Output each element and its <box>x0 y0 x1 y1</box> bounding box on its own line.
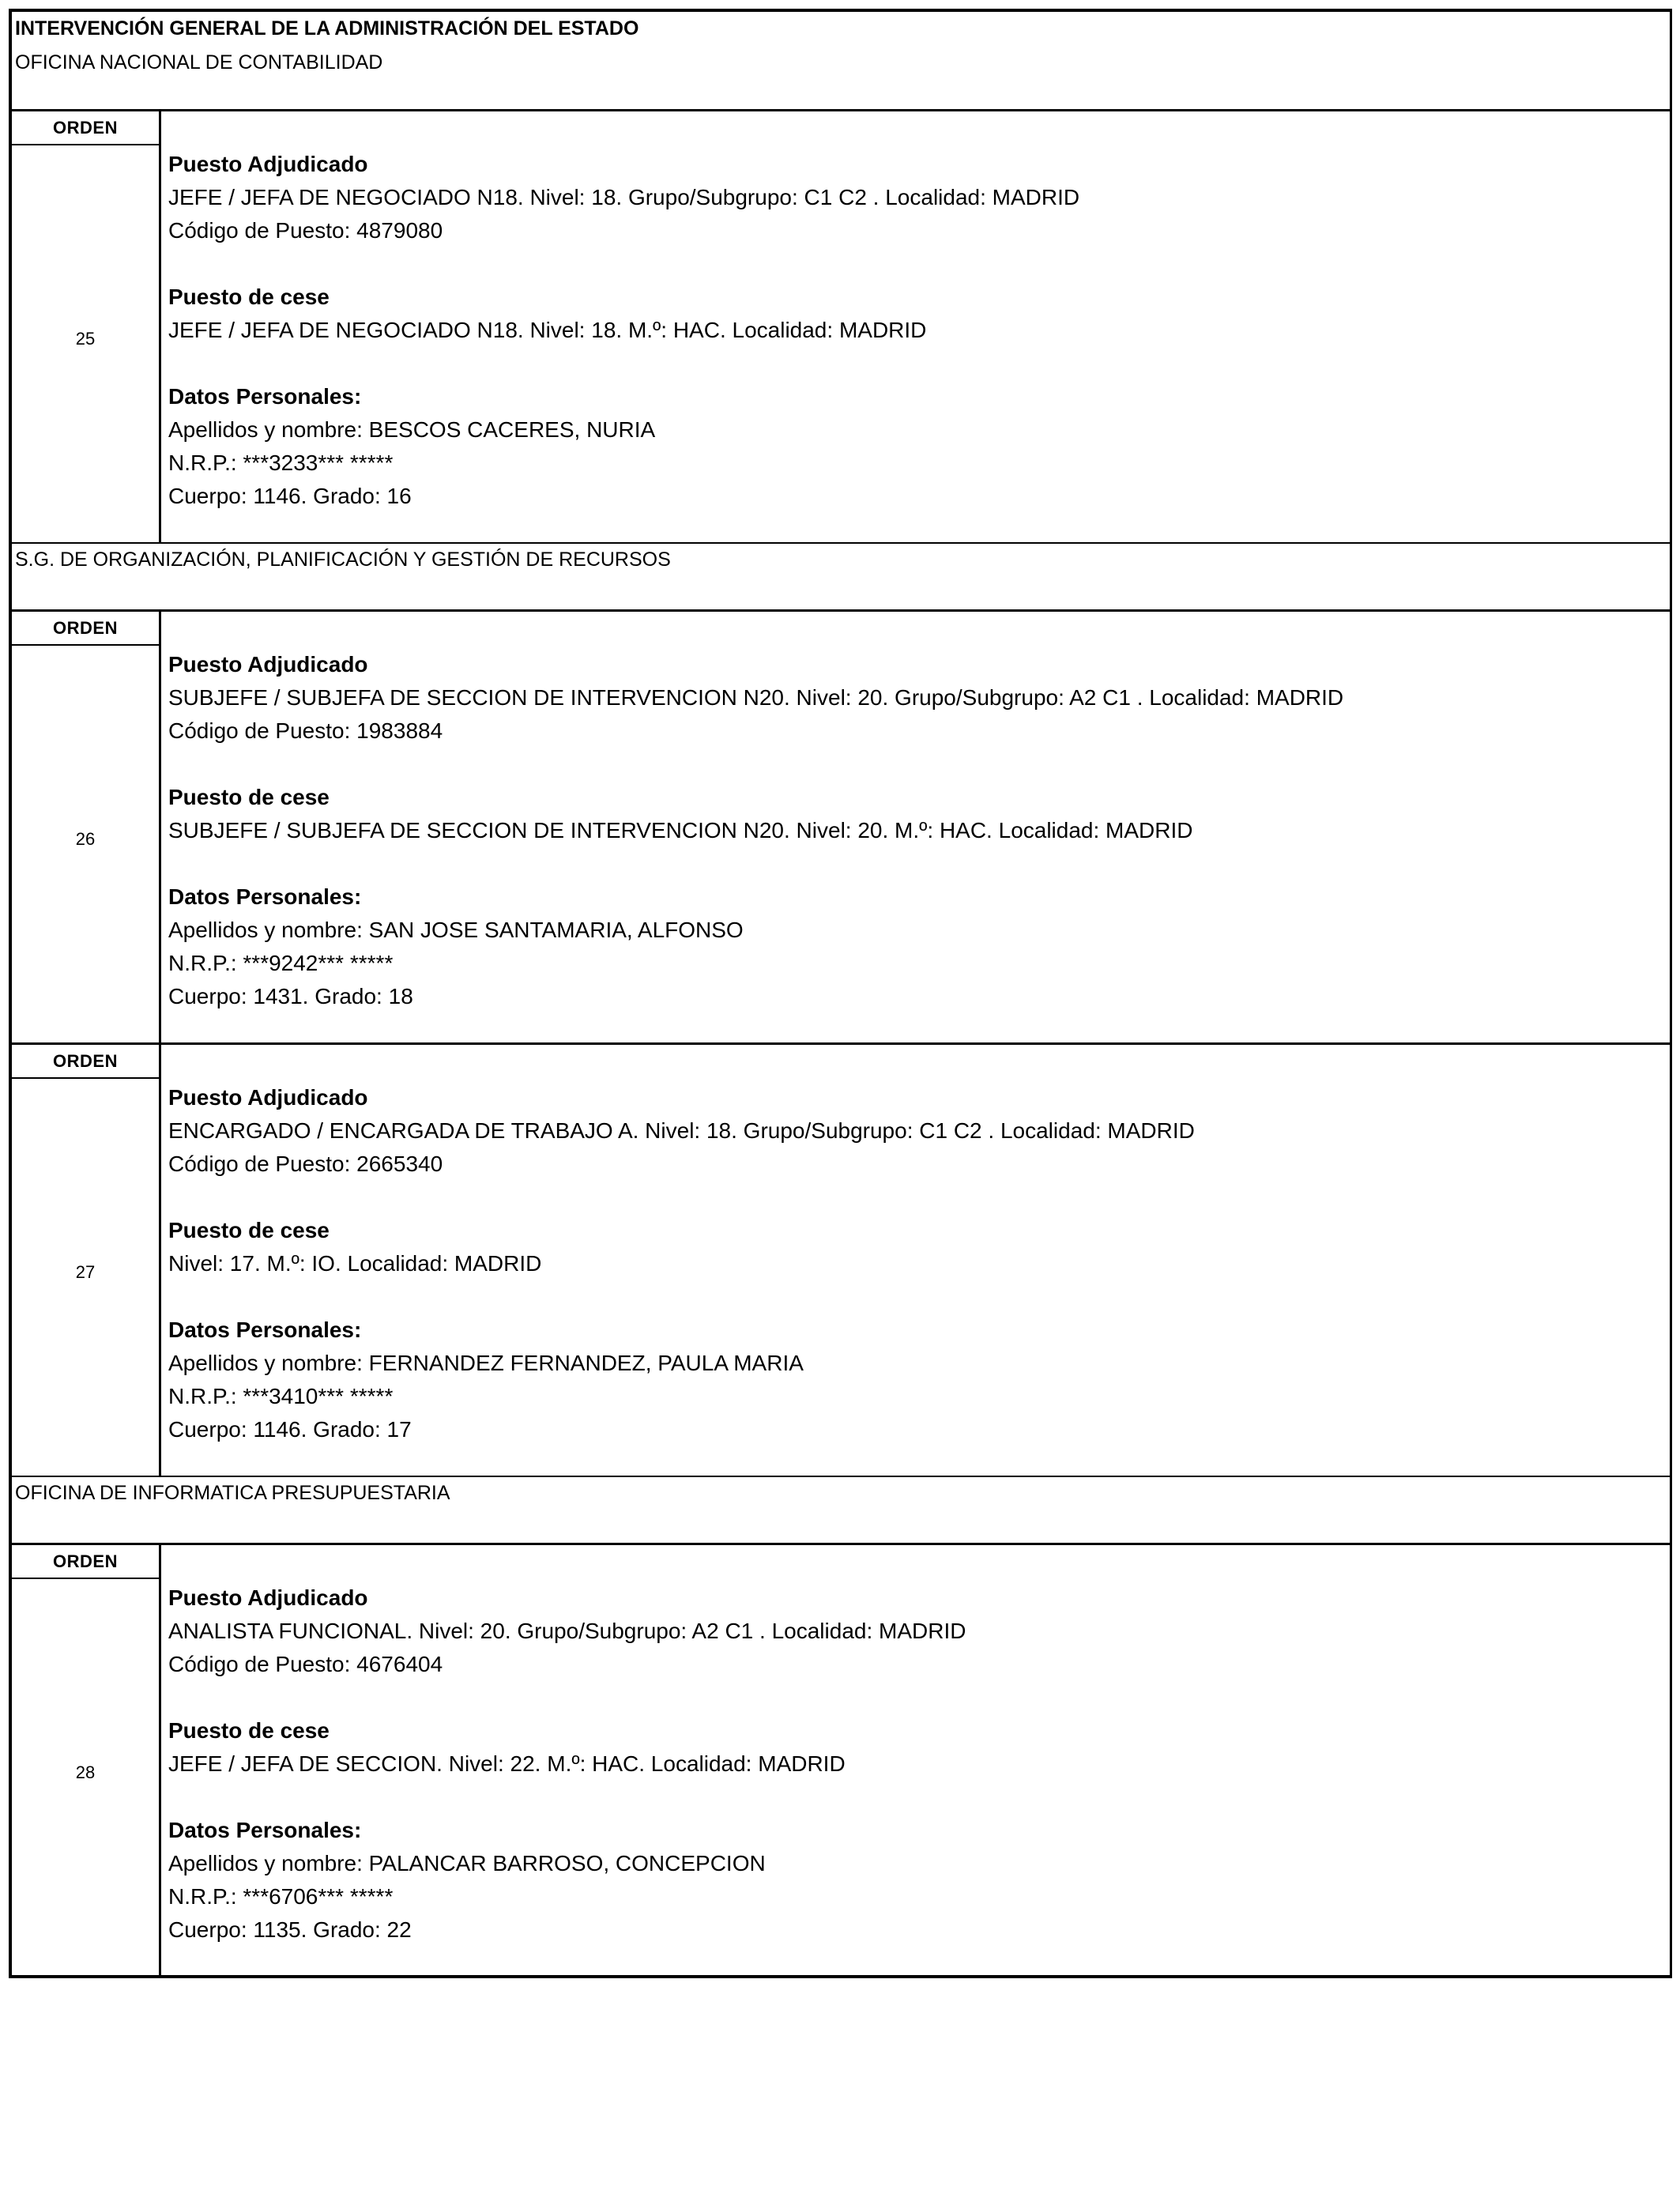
orden-header: ORDEN <box>12 612 159 646</box>
puesto-adjudicado-label: Puesto Adjudicado <box>168 152 368 176</box>
codigo-puesto: Código de Puesto: 4879080 <box>168 218 443 243</box>
puesto-cese-value: JEFE / JEFA DE NEGOCIADO N18. Nivel: 18. M.º: HAC. Localidad: MADRID <box>168 318 927 342</box>
orden-number: 25 <box>75 329 96 349</box>
codigo-puesto: Código de Puesto: 2665340 <box>168 1152 443 1176</box>
puesto-cese-label: Puesto de cese <box>168 785 330 809</box>
cuerpo-grado: Cuerpo: 1135. Grado: 22 <box>168 1917 412 1942</box>
section-header <box>9 1476 1672 1543</box>
section-title: S.G. DE ORGANIZACIÓN, PLANIFICACIÓN Y GESTIÓN DE RECURSOS <box>15 548 671 571</box>
nrp: N.R.P.: ***9242*** ***** <box>168 951 394 975</box>
section-title: OFICINA DE INFORMATICA PRESUPUESTARIA <box>15 1482 450 1504</box>
puesto-cese-value: Nivel: 17. M.º: IO. Localidad: MADRID <box>168 1251 542 1276</box>
puesto-cese-value: SUBJEFE / SUBJEFA DE SECCION DE INTERVENCION N20. Nivel: 20. M.º: HAC. Localidad: MADRID <box>168 818 1193 843</box>
entry-row <box>9 1543 1672 1978</box>
nrp: N.R.P.: ***3410*** ***** <box>168 1384 394 1408</box>
puesto-adjudicado-label: Puesto Adjudicado <box>168 1585 368 1610</box>
orden-column <box>12 1045 161 1476</box>
datos-personales-label: Datos Personales: <box>168 1318 362 1342</box>
orden-header: ORDEN <box>12 1045 159 1079</box>
puesto-cese-label: Puesto de cese <box>168 285 330 309</box>
document-table <box>9 9 1672 1978</box>
puesto-adjudicado-value: ENCARGADO / ENCARGADA DE TRABAJO A. Nivel: 18. Grupo/Subgrupo: C1 C2 . Localidad: MADRID <box>168 1118 1195 1143</box>
orden-header: ORDEN <box>12 1545 159 1579</box>
apellidos-nombre: Apellidos y nombre: BESCOS CACERES, NURIA <box>168 417 656 442</box>
entry-row <box>9 109 1672 542</box>
orden-header: ORDEN <box>12 111 159 145</box>
entry-row <box>9 1042 1672 1476</box>
unit-title: OFICINA NACIONAL DE CONTABILIDAD <box>15 51 383 74</box>
entry-content <box>168 148 1079 513</box>
puesto-adjudicado-value: SUBJEFE / SUBJEFA DE SECCION DE INTERVENCION N20. Nivel: 20. Grupo/Subgrupo: A2 C1 . Localidad: MADRID <box>168 685 1344 710</box>
entry-content <box>168 1581 966 1947</box>
puesto-cese-value: JEFE / JEFA DE SECCION. Nivel: 22. M.º: HAC. Localidad: MADRID <box>168 1751 846 1776</box>
section-header <box>9 542 1672 609</box>
orden-number: 26 <box>75 829 96 849</box>
puesto-adjudicado-label: Puesto Adjudicado <box>168 652 368 677</box>
entry-content <box>168 1081 1195 1446</box>
puesto-adjudicado-label: Puesto Adjudicado <box>168 1085 368 1110</box>
puesto-cese-label: Puesto de cese <box>168 1218 330 1242</box>
cuerpo-grado: Cuerpo: 1146. Grado: 16 <box>168 484 412 508</box>
apellidos-nombre: Apellidos y nombre: FERNANDEZ FERNANDEZ, PAULA MARIA <box>168 1351 804 1375</box>
orden-number: 28 <box>75 1762 96 1782</box>
header-block <box>9 9 1672 109</box>
orden-column <box>12 1545 161 1975</box>
puesto-cese-label: Puesto de cese <box>168 1718 330 1743</box>
apellidos-nombre: Apellidos y nombre: SAN JOSE SANTAMARIA, ALFONSO <box>168 918 744 942</box>
cuerpo-grado: Cuerpo: 1146. Grado: 17 <box>168 1417 412 1442</box>
orden-column <box>12 612 161 1042</box>
orden-number: 27 <box>75 1262 96 1282</box>
puesto-adjudicado-value: JEFE / JEFA DE NEGOCIADO N18. Nivel: 18. Grupo/Subgrupo: C1 C2 . Localidad: MADRID <box>168 185 1080 209</box>
cuerpo-grado: Cuerpo: 1431. Grado: 18 <box>168 984 413 1008</box>
codigo-puesto: Código de Puesto: 4676404 <box>168 1652 443 1676</box>
datos-personales-label: Datos Personales: <box>168 1818 362 1842</box>
nrp: N.R.P.: ***6706*** ***** <box>168 1884 394 1909</box>
entry-content <box>168 648 1343 1013</box>
datos-personales-label: Datos Personales: <box>168 384 362 409</box>
puesto-adjudicado-value: ANALISTA FUNCIONAL. Nivel: 20. Grupo/Subgrupo: A2 C1 . Localidad: MADRID <box>168 1619 966 1643</box>
org-title: INTERVENCIÓN GENERAL DE LA ADMINISTRACIÓN DEL ESTADO <box>15 17 639 40</box>
apellidos-nombre: Apellidos y nombre: PALANCAR BARROSO, CONCEPCION <box>168 1851 766 1875</box>
orden-column <box>12 111 161 542</box>
nrp: N.R.P.: ***3233*** ***** <box>168 450 394 475</box>
datos-personales-label: Datos Personales: <box>168 884 362 909</box>
codigo-puesto: Código de Puesto: 1983884 <box>168 718 443 743</box>
entry-row <box>9 609 1672 1042</box>
